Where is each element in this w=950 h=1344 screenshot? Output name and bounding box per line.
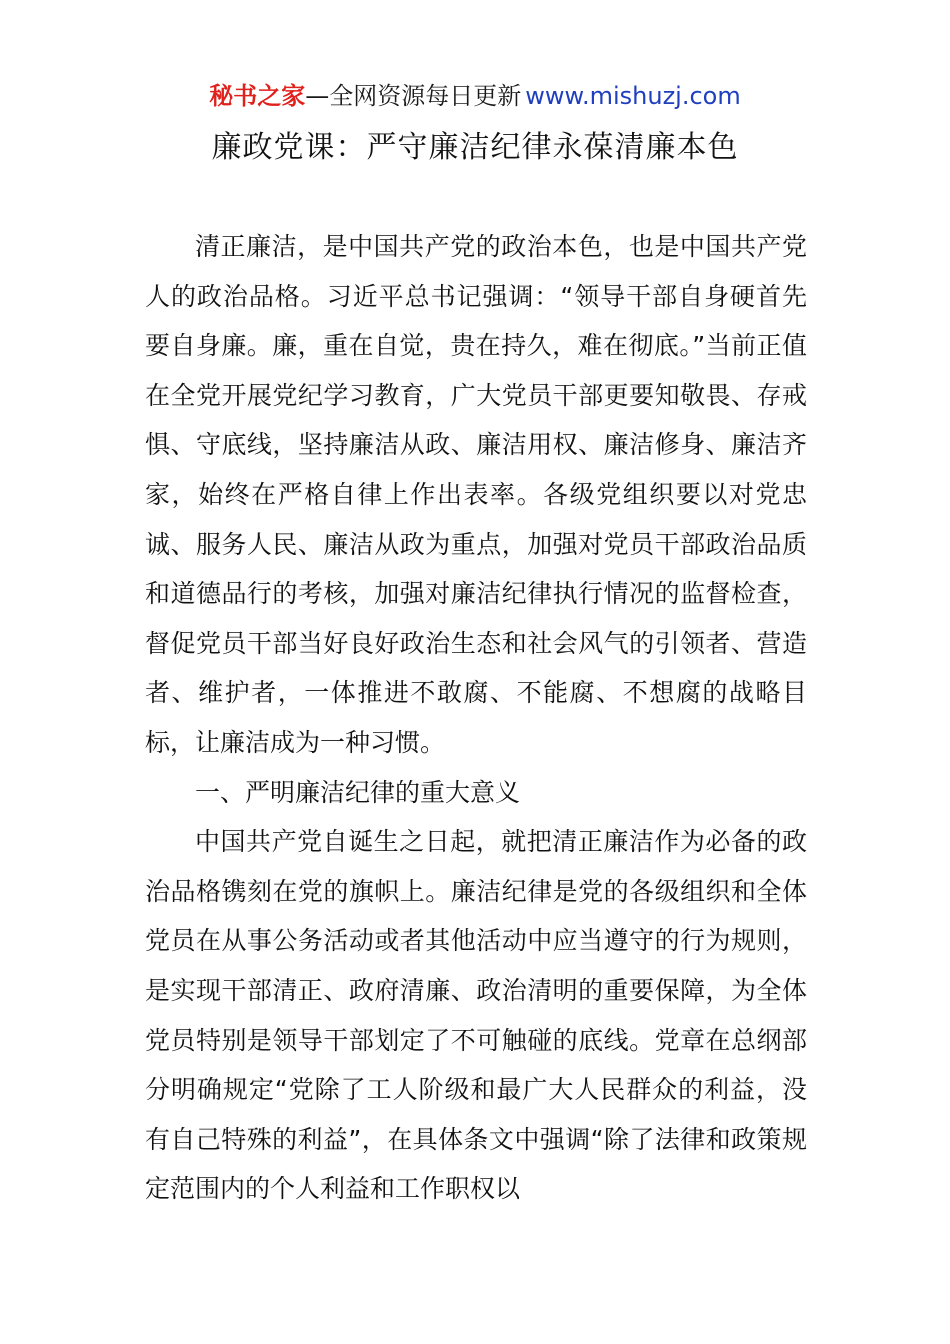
brand-name: 秘书之家 xyxy=(209,82,306,110)
site-link[interactable]: www.mishuzj.com xyxy=(525,82,741,110)
site-header xyxy=(0,80,950,112)
section-heading: 一、严明廉洁纪律的重大意义 xyxy=(195,777,521,807)
document-body xyxy=(145,222,807,1214)
document-title: 廉政党课：严守廉洁纪律永葆清廉本色 xyxy=(211,130,739,165)
header-tagline: —全网资源每日更新 xyxy=(305,82,522,110)
paragraph-intro: 清正廉洁，是中国共产党的政治本色，也是中国共产党人的政治品格。习近平总书记强调：“领导干部自身硬首先要自身廉。廉，重在自觉，贵在持久，难在彻底。”当前正值在全党开展党纪学习教育，广大党员干部更要知敬畏、存戒惧、守底线，坚持廉洁从政、廉洁用权、廉洁修身、廉洁齐家，始终在严格自律上作出表率。各级党组织要以对党忠诚、服务人民、廉洁从政为重点，加强对党员干部政治品质和道德品行的考核，加强对廉洁纪律执行情况的监督检查，督促党员干部当好良好政治生态和社会风气的引领者、营造者、维护者，一体推进不敢腐、不能腐、不想腐的战略目标，让廉洁成为一种习惯。 xyxy=(145,232,807,757)
paragraph-section-1: 中国共产党自诞生之日起，就把清正廉洁作为必备的政治品格镌刻在党的旗帜上。廉洁纪律是党的各级组织和全体党员在从事公务活动或者其他活动中应当遵守的行为规则，是实现干部清正、政府清廉、政治清明的重要保障，为全体党员特别是领导干部划定了不可触碰的底线。党章在总纲部分明确规定“党除了工人阶级和最广大人民群众的利益，没有自己特殊的利益”，在具体条文中强调“除了法律和政策规定范围内的个人利益和工作职权以 xyxy=(145,827,807,1204)
